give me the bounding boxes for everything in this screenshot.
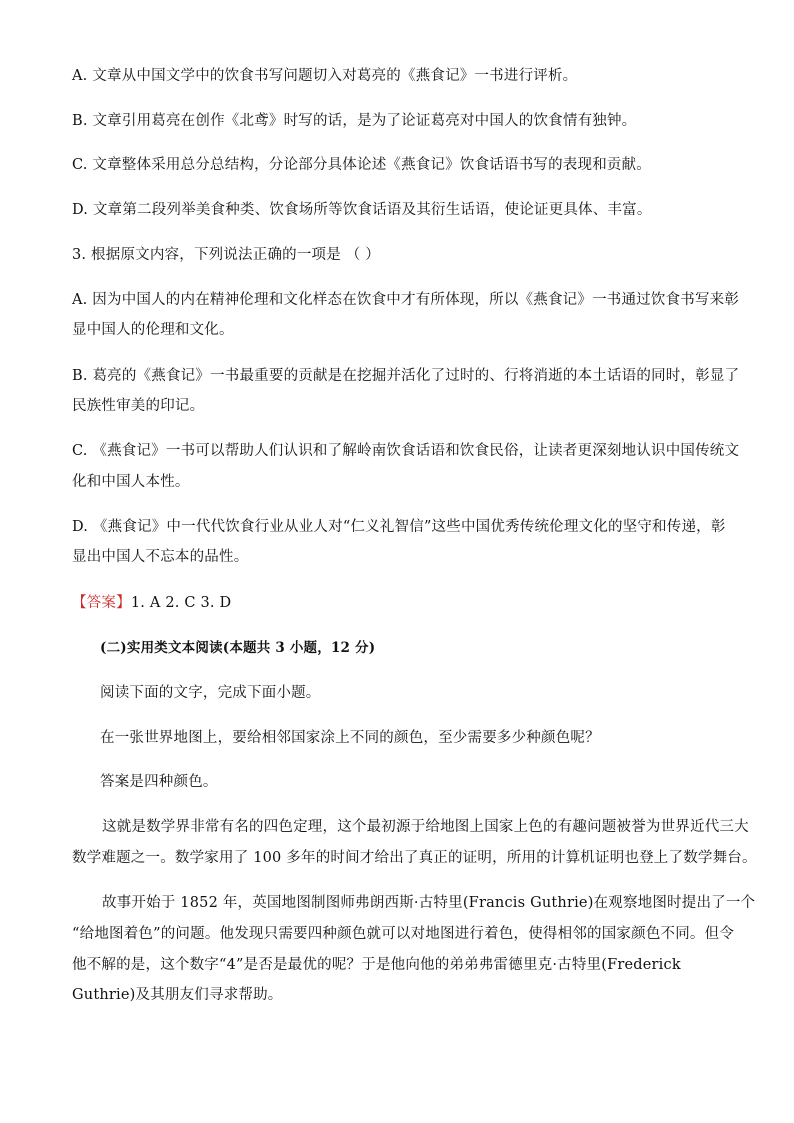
q2-option-d: D. 文章第二段列举美食种类、饮食场所等饮食话语及其衍生话语，使论证更具体、丰富。 (72, 202, 652, 218)
q3-stem: 3. 根据原文内容，下列说法正确的一项是 （ ） (72, 247, 380, 263)
answer-label: 【答案】 (72, 595, 131, 611)
para2-line2: “给地图着色”的问题。他发现只需要四种颜色就可以对地图进行着色，使得相邻的国家颜色不同。但令 (72, 926, 735, 942)
q3-option-a-line2: 显中国人的伦理和文化。 (72, 322, 234, 338)
para1-line2: 数学难题之一。数学家用了 100 多年的时间才给出了真正的证明，所用的计算机证明也登上了数学舞台。 (72, 850, 757, 866)
para1-line1: 这就是数学界非常有名的四色定理，这个最初源于给地图上国家上色的有趣问题被誉为世界近代三大 (102, 819, 749, 835)
answer-text: 1. A 2. C 3. D (130, 595, 232, 611)
q3-option-c-line1: C. 《燕食记》一书可以帮助人们认识和了解岭南饮食话语和饮食民俗，让读者更深刻地认识中国传统文 (72, 443, 740, 459)
question-line: 在一张世界地图上，要给相邻国家涂上不同的颜色，至少需要多少种颜色呢？ (100, 730, 600, 746)
q3-option-b-line2: 民族性审美的印记。 (72, 398, 205, 414)
instruction-text: 阅读下面的文字，完成下面小题。 (100, 685, 321, 701)
q3-option-d-line1: D. 《燕食记》中一代代饮食行业从业人对“仁义礼智信”这些中国优秀传统伦理文化的坚守和传递，彰 (72, 519, 726, 535)
para2-line3: 他不解的是，这个数字“4”是否是最优的呢？于是他向他的弟弟弗雷德里克·古特里(Frederick (72, 957, 681, 973)
q3-option-a-line1: A. 因为中国人的内在精神伦理和文化样态在饮食中才有所体现，所以《燕食记》一书通过饮食书写来彰 (72, 292, 740, 308)
q3-option-c-line2: 化和中国人本性。 (72, 474, 190, 490)
para2-line1: 故事开始于 1852 年，英国地图制图师弗朗西斯·古特里(Francis Guthrie)在观察地图时提出了一个 (102, 895, 756, 911)
answer-line (72, 593, 722, 613)
answer-statement: 答案是四种颜色。 (100, 774, 218, 790)
q3-option-d-line2: 显出中国人不忘本的品性。 (72, 549, 249, 565)
q2-option-a: A. 文章从中国文学中的饮食书写问题切入对葛亮的《燕食记》一书进行评析。 (72, 68, 578, 84)
section-title: (二)实用类文本阅读(本题共 3 小题，12 分) (100, 640, 376, 656)
q3-option-b-line1: B. 葛亮的《燕食记》一书最重要的贡献是在挖掘并活化了过时的、行将消逝的本土话语的同时，彰显了 (72, 368, 740, 384)
para2-line4: Guthrie)及其朋友们寻求帮助。 (72, 987, 283, 1003)
q2-option-c: C. 文章整体采用总分总结构，分论部分具体论述《燕食记》饮食话语书写的表现和贡献。 (72, 157, 651, 173)
q2-option-b: B. 文章引用葛亮在创作《北鸢》时写的话，是为了论证葛亮对中国人的饮食情有独钟。 (72, 113, 637, 129)
